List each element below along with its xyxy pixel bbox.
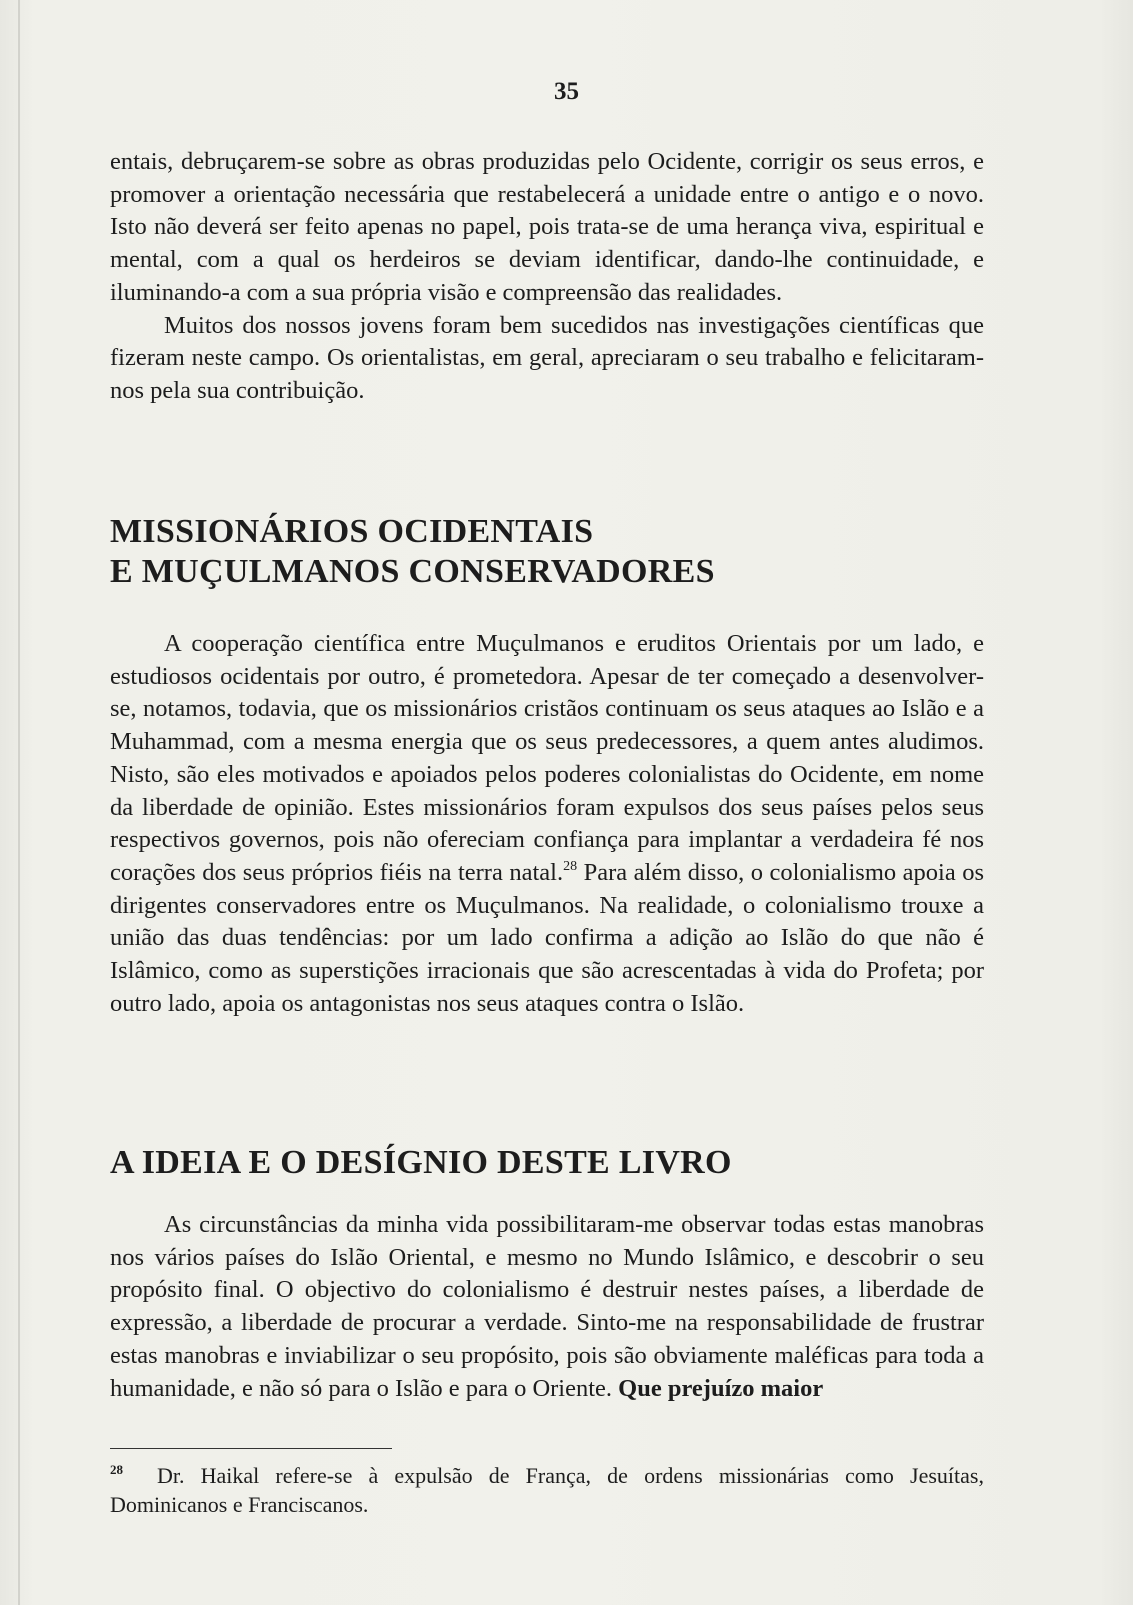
- intro-text: [110, 146, 984, 408]
- intro-paragraph-1: entais, debruçarem-se sobre as obras produzidas pelo Ocidente, corrigir os seus erros, e promover a orientação necessária que restabelecerá a unidade entre o antigo e o novo. Isto não deverá ser feito apenas no papel, pois trata-se de uma herança viva, espiritual e mental, com a qual os herdeiros se deviam identificar, dando-lhe continuidade, e iluminando-a com a sua própria visão e compreensão das realidades.: [110, 148, 984, 306]
- paragraph-text-part-2: Para além disso, o colonialismo apoia os dirigentes conservadores entre os Muçulmanos. Na realidade, o colonialismo trouxe a união das duas tendências: por um lado confirma a adição ao Islão do que não é Islâmico, como as superstições irracionais que são acrescentadas à vida do Profeta; por outro lado, apoia os antagonistas nos seus ataques contra o Islão.: [110, 858, 984, 1017]
- heading-line-1: MISSIONÁRIOS OCIDENTAIS: [110, 513, 594, 550]
- page-gutter-line: [18, 0, 20, 1605]
- section-missionaries: [110, 512, 984, 1020]
- footnote-number: 28: [110, 1462, 123, 1477]
- footnote-paragraph: [110, 1462, 984, 1519]
- section-heading-book-purpose: A IDEIA E O DESÍGNIO DESTE LIVRO: [110, 1144, 732, 1181]
- paragraph-bold-tail: Que prejuízo maior: [618, 1374, 824, 1402]
- page-number: 35: [554, 78, 579, 105]
- intro-paragraph-2: Muitos dos nossos jovens foram bem sucedidos nas investigações científicas que fizeram neste campo. Os orientalistas, em geral, apreciaram o seu trabalho e felicitaram-nos pela sua contribuição.: [110, 311, 984, 404]
- section-book-purpose: [110, 1143, 984, 1405]
- section-book-purpose-paragraph: [110, 1209, 984, 1405]
- paragraph-text-part-1: A cooperação científica entre Muçulmanos e eruditos Orientais por um lado, e estudiosos ocidentais por outro, é prometedora. Apesar de ter começado a desenvolver-se, notamos, todavia, que os missionários cristãos continuam os seus ataques ao Islão e a Muhammad, com a mesma energia que os seus predecessores, a quem antes aludimos. Nisto, são eles motivados e apoiados pelos poderes colonialistas do Ocidente, em nome da liberdade de opinião. Estes missionários foram expulsos dos seus países pelos seus respectivos governos, pois não ofereciam confiança para implantar a verdadeira fé nos corações dos seus próprios fiéis na terra natal.: [110, 630, 984, 886]
- section-missionaries-paragraph: [110, 628, 984, 1020]
- footnote-reference: 28: [563, 858, 578, 874]
- footnote-text: Dr. Haikal refere-se à expulsão de França, de ordens missionárias como Jesuítas, Dominicanos e Franciscanos.: [110, 1463, 984, 1517]
- heading-line-2: E MUÇULMANOS CONSERVADORES: [110, 553, 715, 590]
- paragraph-text: As circunstâncias da minha vida possibilitaram-me observar todas estas manobras nos vários países do Islão Oriental, e mesmo no Mundo Islâmico, e descobrir o seu propósito final. O objectivo do colonialismo é destruir nestes países, a liberdade de expressão, a liberdade de procurar a verdade. Sinto-me na responsabilidade de frustrar estas manobras e inviabilizar o seu propósito, pois são obviamente maléficas para toda a humanidade, e não só para o Islão e para o Oriente.: [110, 1211, 984, 1402]
- footnote: [110, 1462, 984, 1519]
- footnote-divider: [110, 1448, 392, 1449]
- section-heading-missionaries: [110, 512, 984, 592]
